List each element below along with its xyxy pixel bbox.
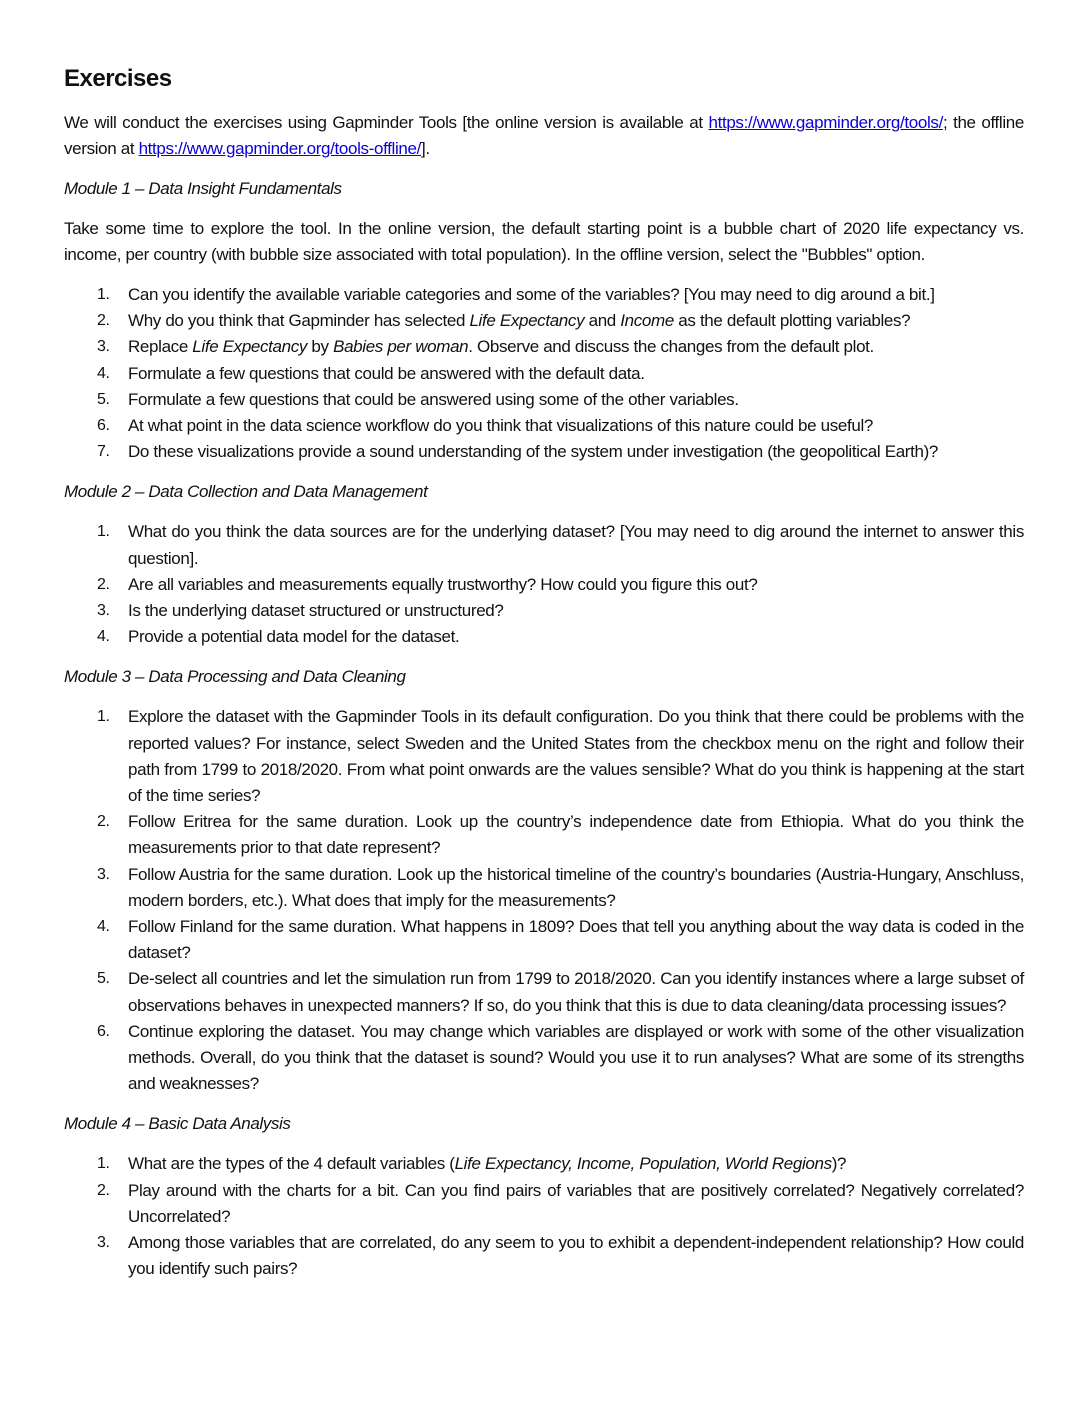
item-number: 6. [97,417,110,435]
module-4-heading: Module 4 – Basic Data Analysis [64,1114,291,1134]
item-text: Formulate a few questions that could be answered with the default data. [128,363,645,383]
intro-text-2: ; the offline version at [64,113,1024,158]
item-number: 5. [97,970,110,988]
item-number: 4. [97,364,110,382]
item-text: Are all variables and measurements equally trustworthy? How could you figure this out? [128,574,758,594]
intro-text-3: ]. [420,139,430,158]
item-text: Follow Finland for the same duration. What happens in 1809? Does that tell you anything about the way data is coded in the dataset? [128,917,1024,963]
item-text: Provide a potential data model for the dataset. [128,627,460,647]
list-item [64,914,1024,966]
item-emphasis: Life Expectancy [469,311,585,331]
item-number: 6. [97,1022,110,1040]
item-number: 3. [97,338,110,356]
item-number: 1. [97,286,110,303]
list-item [64,572,1024,598]
item-number: 2. [97,813,110,831]
item-number: 3. [97,1234,110,1252]
item-text: De-select all countries and let the simulation run from 1799 to 2018/2020. Can you identify instances where a large subset of observations behaves in unexpected manners? If so, do you think that this is due to data cleaning/data processing issues? [128,969,1024,1015]
list-item [64,413,1024,439]
list-item [64,1178,1024,1230]
module-3-heading: Module 3 – Data Processing and Data Cleaning [64,667,406,687]
list-item [64,624,1024,650]
item-number: 5. [97,390,110,408]
list-item [64,439,1024,465]
list-item [64,1019,1024,1098]
list-item [64,282,1024,308]
item-number: 1. [97,708,110,726]
item-number: 2. [97,575,110,593]
item-emphasis: Life Expectancy [192,337,308,357]
item-text: Among those variables that are correlated, do any seem to you to exhibit a dependent-independent relationship? How could you identify such pairs? [128,1233,1024,1279]
item-text: Explore the dataset with the Gapminder Tools in its default configuration. Do you think that there could be problems with the reported values? For instance, select Sweden and the United States from the checkbox menu on the right and follow their path from 1799 to 2018/2020. From what point onwards are the values sensible? What do you think is happening at the start of the time series? [128,707,1024,806]
list-item [64,1151,1024,1177]
item-text: Play around with the charts for a bit. Can you find pairs of variables that are positively correlated? Negatively correlated? Uncorrelated? [128,1180,1024,1226]
document-page [64,64,1024,1297]
item-number: 4. [97,628,110,646]
item-number: 3. [97,865,110,883]
item-text: and [584,311,621,331]
list-item [64,1230,1024,1282]
item-number: 3. [97,602,110,620]
item-number: 4. [97,918,110,936]
item-text: What do you think the data sources are for the underlying dataset? [You may need to dig around the internet to answer this question]. [128,522,1024,568]
module-3-questions [64,704,1024,1097]
item-number: 2. [97,1181,110,1199]
item-text: Is the underlying dataset structured or unstructured? [128,601,504,621]
list-item [64,966,1024,1018]
item-text: Follow Eritrea for the same duration. Look up the country’s independence date from Ethiopia. What do you think the measurements prior to that date represent? [128,812,1024,858]
item-text: as the default plotting variables? [673,311,911,331]
item-text: )? [831,1154,847,1174]
list-item [64,598,1024,624]
module-2-questions [64,519,1024,650]
item-text: Follow Austria for the same duration. Look up the historical timeline of the country’s boundaries (Austria-Hungary, Anschluss, modern borders, etc.). What does that imply for the measurements? [128,864,1024,910]
gapminder-tools-offline-link[interactable]: https://www.gapminder.org/tools-offline/ [138,139,421,158]
list-item [64,361,1024,387]
list-item [64,809,1024,861]
item-emphasis: Babies per woman [333,337,469,357]
item-emphasis: Income [620,311,674,331]
item-number: 1. [97,523,110,541]
list-item [64,862,1024,914]
item-text: What are the types of the 4 default variables ( [128,1154,455,1174]
item-text: . Observe and discuss the changes from the default plot. [468,337,874,357]
module-1-questions [64,282,1024,465]
list-item [64,519,1024,571]
list-item [64,308,1024,334]
item-number: 1. [97,1155,110,1173]
module-1-heading: Module 1 – Data Insight Fundamentals [64,179,342,198]
list-item [64,704,1024,809]
item-text: At what point in the data science workflow do you think that visualizations of this nature could be useful? [128,416,874,436]
module-2-heading: Module 2 – Data Collection and Data Management [64,482,428,502]
item-text: Continue exploring the dataset. You may change which variables are displayed or work with some of the other visualization methods. Overall, do you think that the dataset is sound? Would you use it to run analyses? What are some of its strengths and weaknesses? [128,1021,1024,1094]
item-text: Formulate a few questions that could be answered using some of the other variables. [128,389,739,409]
item-text: Why do you think that Gapminder has selected [128,311,470,331]
module-4-questions [64,1151,1024,1282]
item-emphasis: Life Expectancy, Income, Population, World Regions [454,1154,832,1174]
gapminder-tools-online-link[interactable]: https://www.gapminder.org/tools/ [708,113,943,132]
item-text: by [307,337,334,357]
intro-text-1: We will conduct the exercises using Gapminder Tools [the online version is available at [64,113,709,132]
item-number: 2. [97,312,110,330]
page-title: Exercises [64,65,172,92]
list-item [64,334,1024,360]
item-text: Replace [128,337,193,357]
list-item [64,387,1024,413]
item-text: Do these visualizations provide a sound understanding of the system under investigation (the geopolitical Earth)? [128,442,939,462]
item-number: 7. [97,443,110,461]
module-1-paragraph: Take some time to explore the tool. In the online version, the default starting point is a bubble chart of 2020 life expectancy vs. income, per country (with bubble size associated with total population). In the offline version, select the "Bubbles" option. [64,219,1024,264]
item-text: Can you identify the available variable categories and some of the variables? [You may need to dig around a bit.] [128,285,935,304]
intro-paragraph [64,110,1024,162]
